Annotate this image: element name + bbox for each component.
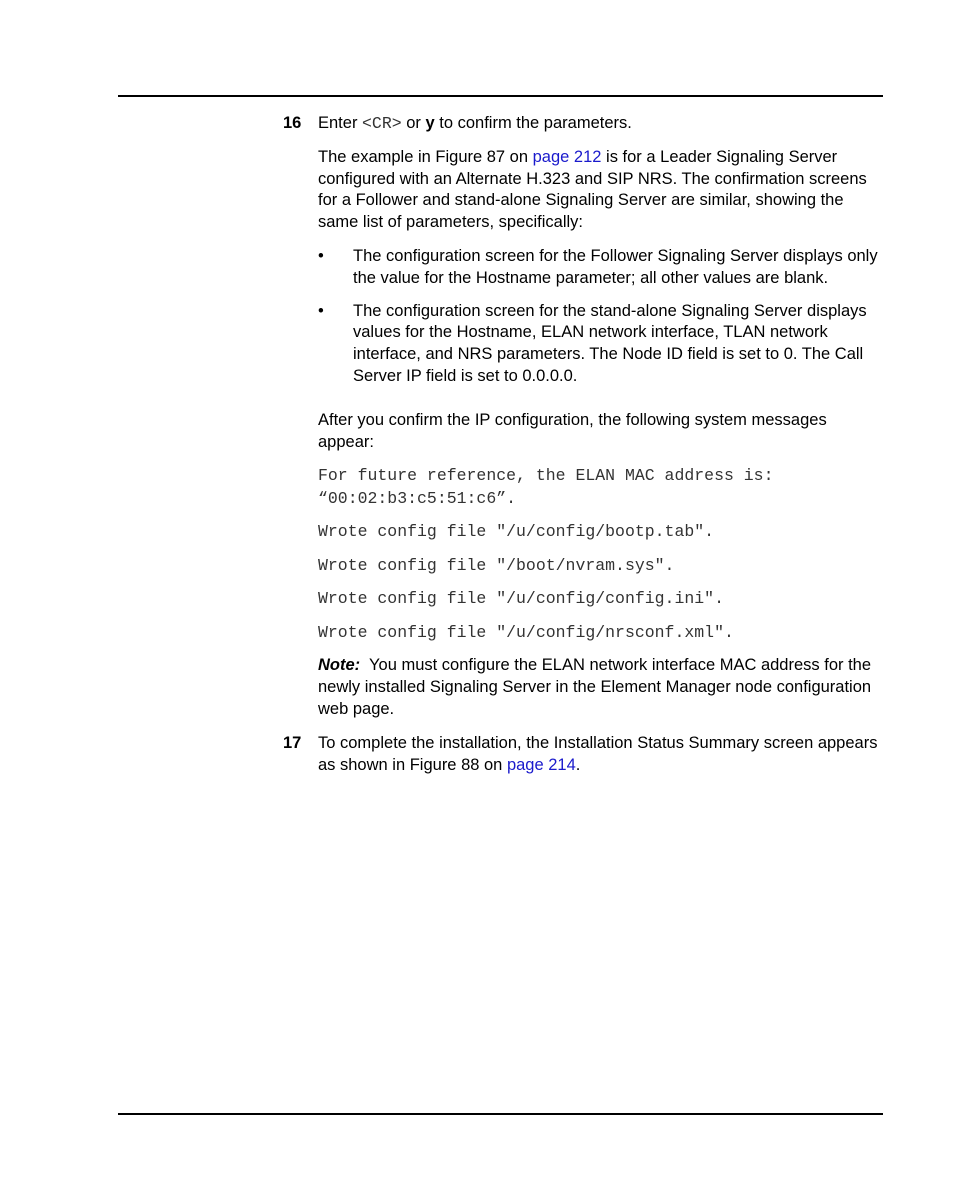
- system-messages-intro: After you confirm the IP configuration, the following system messages appear:: [318, 410, 827, 451]
- list-item: [318, 246, 883, 290]
- page-214-link[interactable]: page 214: [506, 755, 576, 774]
- step-16-intro: [318, 113, 883, 135]
- code-line: Wrote config file "/u/config/config.ini".: [318, 589, 724, 609]
- y-key: y: [425, 114, 435, 132]
- note-text: You must configure the ELAN network interface MAC address for the newly installed Signaling Server in the Element Manager node configuration web page.: [318, 656, 876, 718]
- intro-text: to confirm the parameters.: [434, 114, 632, 132]
- bullet-icon: •: [318, 301, 324, 320]
- header-rule: [118, 95, 883, 97]
- cr-key-code: <CR>: [362, 114, 402, 133]
- code-line: Wrote config file "/u/config/nrsconf.xml".: [318, 622, 734, 642]
- step-16: [283, 113, 883, 721]
- intro-text: Enter: [318, 114, 363, 132]
- step-17-body: .: [575, 755, 581, 774]
- step-number: 17: [283, 733, 302, 752]
- step-number: 16: [283, 114, 302, 132]
- code-line: Wrote config file "/boot/nvram.sys".: [318, 555, 675, 575]
- list-item: [318, 301, 883, 388]
- page-212-link[interactable]: page 212: [532, 147, 602, 166]
- document-body: [283, 113, 883, 788]
- step-17-text: [318, 733, 883, 777]
- step-17: [283, 733, 883, 777]
- intro-text: or: [401, 114, 426, 132]
- bullet-text: The configuration screen for the stand-alone Signaling Server displays values for the Hostname, ELAN network interface, TLAN network interface, and NRS parameters. The Node ID field is set to 0. The Call Server IP field is set to 0.0.0.0.: [353, 301, 867, 385]
- step-16-description: [318, 147, 883, 234]
- bullet-text: The configuration screen for the Follower Signaling Server displays only the value for the Hostname parameter; all other values are blank.: [353, 246, 878, 287]
- description-text: is for a Leader Signaling Server configured with an Alternate H.323 and SIP NRS. The confirmation screens for a Follower and stand-alone Signaling Server are similar, showing the same list of parameters, specifically:: [318, 147, 867, 232]
- note-label: Note:: [318, 656, 361, 675]
- code-line: For future reference, the ELAN MAC address is: “00:02:b3:c5:51:c6”.: [318, 466, 774, 508]
- bullet-icon: •: [318, 246, 324, 265]
- note: [318, 655, 883, 720]
- description-text: The example in Figure 87 on: [318, 147, 533, 166]
- bullet-list: [318, 246, 883, 388]
- code-line: Wrote config file "/u/config/bootp.tab".: [318, 522, 715, 542]
- footer-rule: [118, 1113, 883, 1115]
- step-17-body: To complete the installation, the Installation Status Summary screen appears as shown in Figure 88 on: [318, 733, 878, 774]
